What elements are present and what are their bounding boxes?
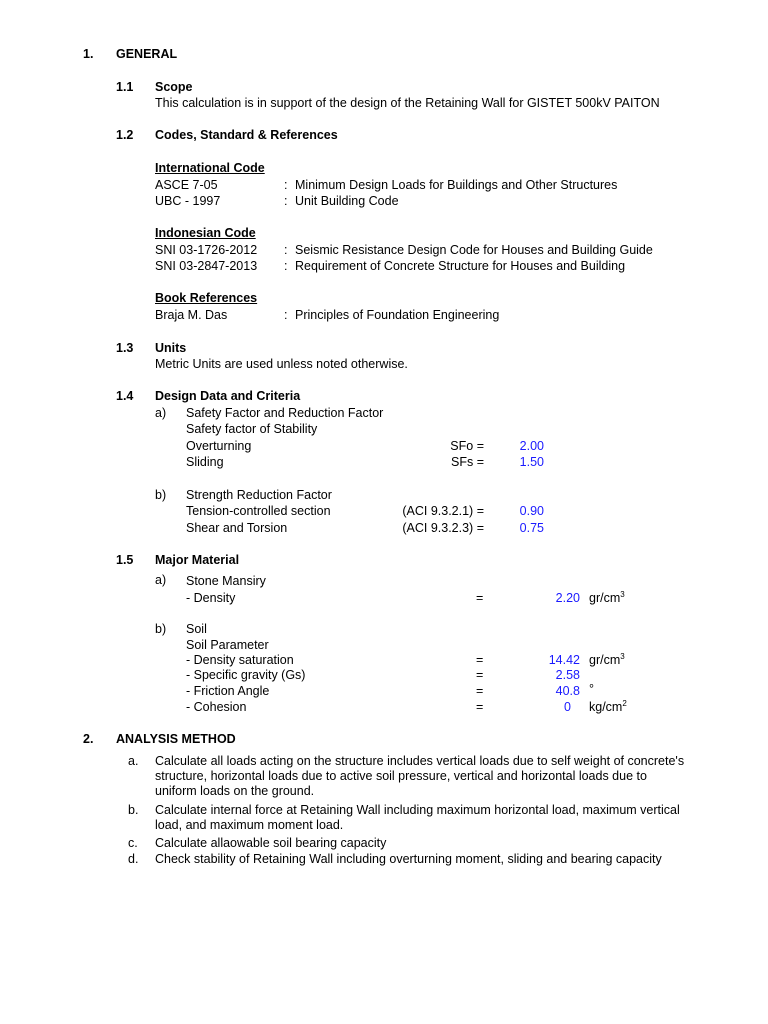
criteria-ref: SFs =	[451, 455, 484, 469]
material-value: 0	[564, 700, 571, 714]
material-unit: $kg/cm^2$	[589, 698, 627, 714]
material-name: - Specific gravity (Gs)	[186, 668, 306, 682]
code-name: UBC - 1997	[155, 194, 221, 208]
criteria-name: Sliding	[186, 455, 224, 469]
equals-sign: =	[476, 653, 484, 667]
section-1-3-number: 1.3	[116, 341, 134, 355]
analysis-item-line: load, and maximum moment load.	[155, 818, 344, 832]
material-name: - Friction Angle	[186, 684, 270, 698]
degree-unit: °	[589, 682, 594, 696]
analysis-item-line: Calculate internal force at Retaining Wall including maximum horizontal load, maximum vertical	[155, 803, 680, 817]
analysis-item-line: Calculate allaowable soil bearing capacity	[155, 836, 387, 850]
equals-sign: =	[476, 668, 484, 682]
code-name: SNI 03-1726-2012	[155, 243, 258, 257]
section-1-4-title: Design Data and Criteria	[155, 389, 301, 403]
material-name: - Density	[186, 591, 236, 605]
criteria-name: Overturning	[186, 439, 252, 453]
item-label: b)	[155, 488, 167, 502]
section-1-title: GENERAL	[116, 47, 178, 61]
analysis-item-label: a.	[128, 754, 139, 768]
material-title: Soil	[186, 622, 207, 636]
safety-factor-title: Safety Factor and Reduction Factor	[186, 406, 384, 420]
material-unit: $gr/cm^3$	[589, 651, 625, 667]
analysis-item-label: c.	[128, 836, 138, 850]
criteria-value: 2.00	[519, 439, 544, 453]
criteria-ref: (ACI 9.3.2.1) =	[402, 504, 484, 518]
section-2-number: 2.	[83, 732, 94, 746]
criteria-name: Shear and Torsion	[186, 521, 288, 535]
indonesian-code-heading: Indonesian Code	[155, 226, 256, 240]
code-name: Braja M. Das	[155, 308, 228, 322]
material-value: 2.58	[555, 668, 580, 682]
section-1-2-number: 1.2	[116, 128, 134, 142]
material-title: Stone Mansiry	[186, 574, 266, 588]
analysis-item-line: Check stability of Retaining Wall including overturning moment, sliding and bearing capacity	[155, 852, 662, 866]
material-value: 40.8	[555, 684, 580, 698]
equals-sign: =	[476, 591, 484, 605]
code-description: Minimum Design Loads for Buildings and Other Structures	[295, 178, 618, 192]
analysis-item-line: Calculate all loads acting on the structure includes vertical loads due to self weight of concrete's	[155, 754, 685, 768]
section-2-title: ANALYSIS METHOD	[116, 732, 236, 746]
section-1-1-title: Scope	[155, 80, 193, 94]
code-description: Seismic Resistance Design Code for Houses and Building Guide	[295, 243, 653, 257]
material-value: 14.42	[548, 653, 580, 667]
material-value: 2.20	[555, 591, 580, 605]
international-code-heading: International Code	[155, 161, 265, 175]
code-description: Unit Building Code	[295, 194, 399, 208]
code-name: SNI 03-2847-2013	[155, 259, 258, 273]
criteria-value: 0.90	[519, 504, 544, 518]
book-references-heading: Book References	[155, 291, 258, 305]
criteria-name: Tension-controlled section	[186, 504, 331, 518]
code-separator: :	[284, 243, 288, 257]
analysis-item-label: d.	[128, 852, 139, 866]
code-name: ASCE 7-05	[155, 178, 218, 192]
material-name: - Cohesion	[186, 700, 247, 714]
item-label: a)	[155, 573, 167, 587]
code-separator: :	[284, 259, 288, 273]
units-text: Metric Units are used unless noted otherwise.	[155, 357, 408, 371]
analysis-item-label: b.	[128, 803, 139, 817]
equals-sign: =	[476, 700, 484, 714]
scope-text: This calculation is in support of the design of the Retaining Wall for GISTET 500kV PAITON	[155, 96, 660, 110]
code-separator: :	[284, 178, 288, 192]
strength-reduction-title: Strength Reduction Factor	[186, 488, 332, 502]
analysis-item-line: uniform loads on the ground.	[155, 784, 315, 798]
material-subtitle: Soil Parameter	[186, 638, 269, 652]
code-description: Principles of Foundation Engineering	[295, 308, 500, 322]
item-label: b)	[155, 622, 167, 636]
section-1-4-number: 1.4	[116, 389, 134, 403]
section-1-1-number: 1.1	[116, 80, 134, 94]
material-unit: $gr/cm^3$	[589, 589, 625, 605]
code-separator: :	[284, 194, 288, 208]
code-description: Requirement of Concrete Structure for Houses and Building	[295, 259, 626, 273]
equals-sign: =	[476, 684, 484, 698]
safety-factor-subtitle: Safety factor of Stability	[186, 422, 318, 436]
criteria-ref: (ACI 9.3.2.3) =	[402, 521, 484, 535]
criteria-ref: SFo =	[450, 439, 484, 453]
section-1-3-title: Units	[155, 341, 187, 355]
material-name: - Density saturation	[186, 653, 294, 667]
item-label: a)	[155, 406, 167, 420]
section-1-5-number: 1.5	[116, 553, 134, 567]
code-separator: :	[284, 308, 288, 322]
criteria-value: 0.75	[519, 521, 544, 535]
analysis-item-line: structure, horizontal loads due to active soil pressure, vertical and horizontal loads due to	[155, 769, 647, 783]
criteria-value: 1.50	[519, 455, 544, 469]
section-1-2-title: Codes, Standard & References	[155, 128, 338, 142]
section-1-5-title: Major Material	[155, 553, 240, 567]
section-1-number: 1.	[83, 47, 94, 61]
